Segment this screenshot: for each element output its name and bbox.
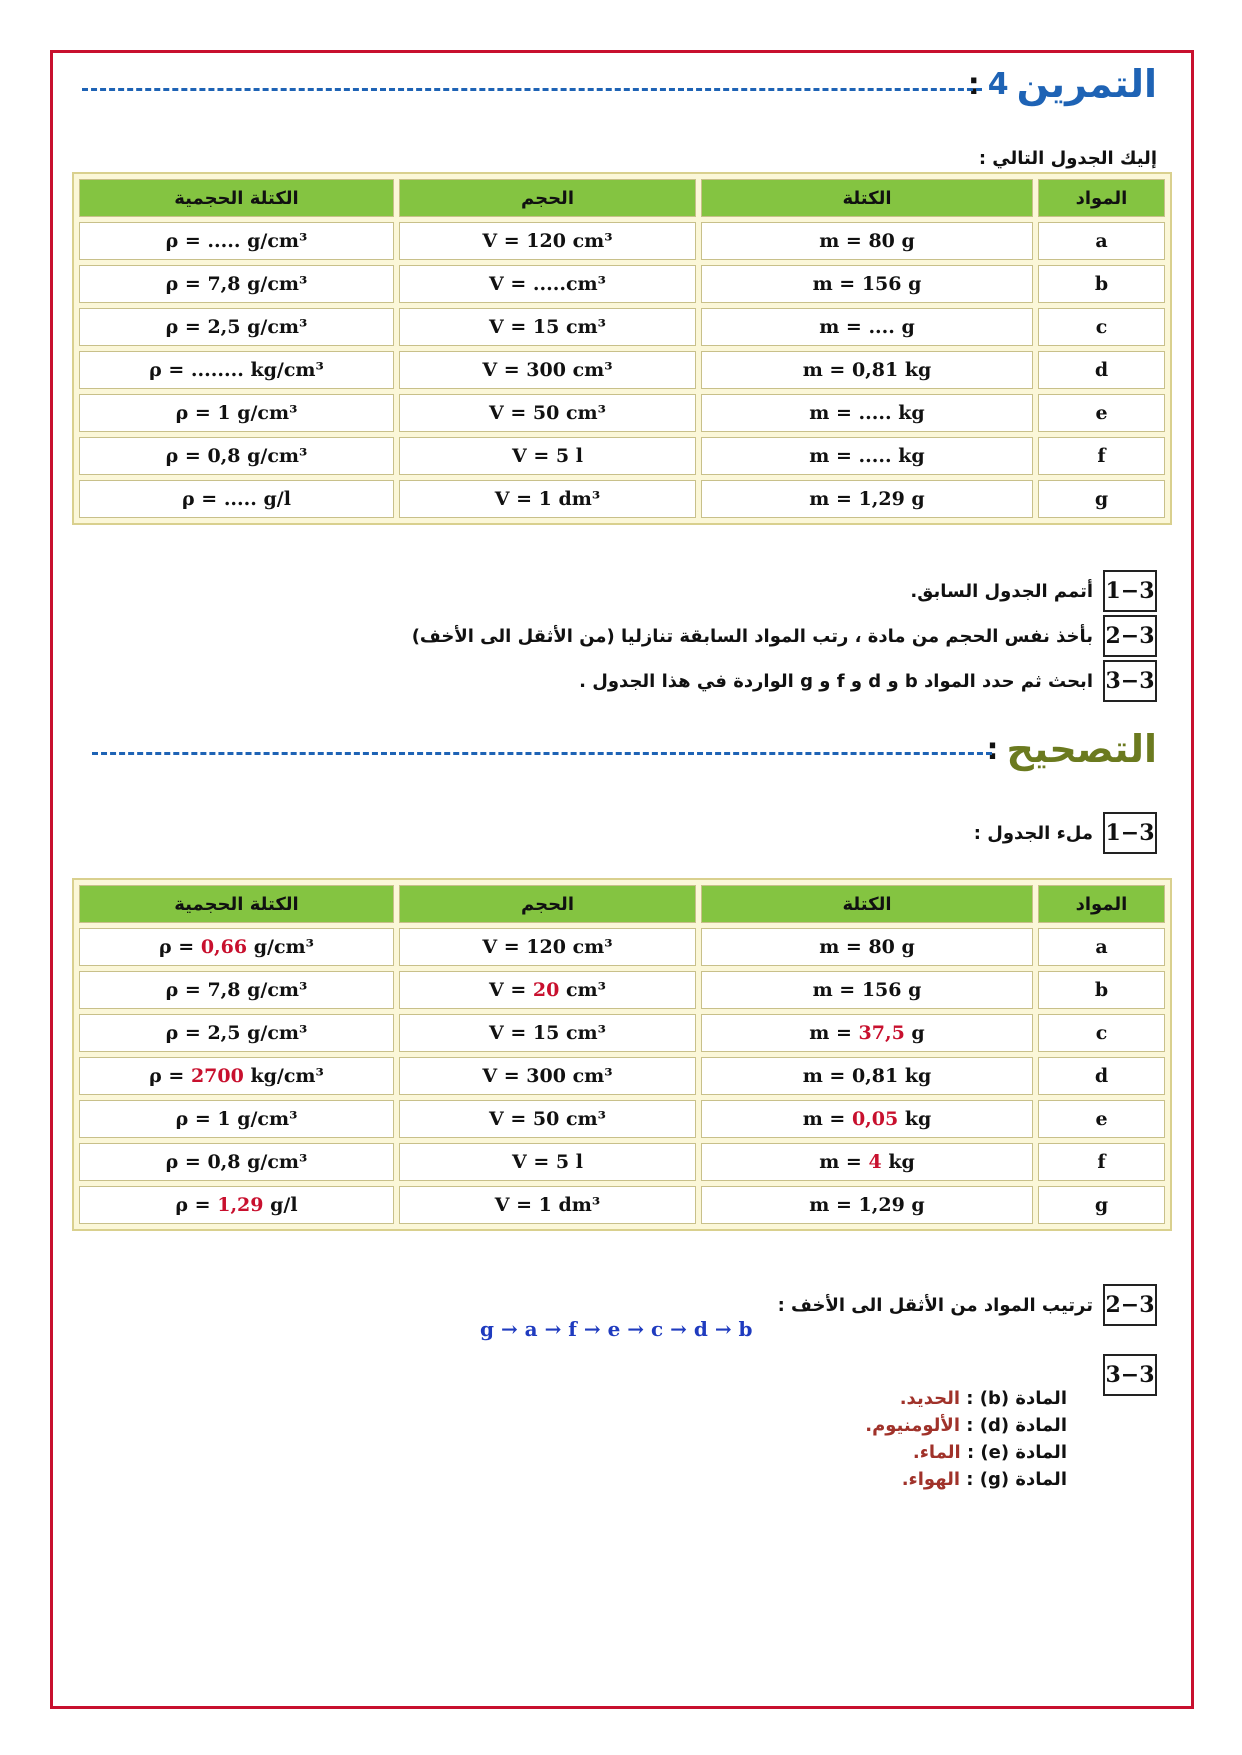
cell-volume: V = 120 cm³ — [399, 222, 696, 260]
cell-mass: m = 1,29 g — [701, 1186, 1033, 1224]
cell-volume: V = 15 cm³ — [399, 308, 696, 346]
cell-material: c — [1038, 308, 1165, 346]
cell-density: ρ = ..... g/l — [79, 480, 394, 518]
list-item — [865, 1439, 1067, 1466]
question-3 — [579, 660, 1157, 702]
cell-density: ρ = ..... g/cm³ — [79, 222, 394, 260]
mass-unit: g — [904, 1022, 925, 1044]
material-value: الألومنيوم. — [865, 1415, 961, 1436]
header-density: الكتلة الحجمية — [79, 885, 394, 923]
table-header-row — [79, 885, 1165, 923]
cell-mass: m = ..... kg — [701, 394, 1033, 432]
correction-part-2 — [778, 1284, 1157, 1326]
correction-part-3 — [1103, 1354, 1157, 1396]
material-label: المادة (g) : — [960, 1469, 1067, 1490]
material-label: المادة (d) : — [960, 1415, 1067, 1436]
cell-volume: V = 15 cm³ — [399, 1014, 696, 1052]
cell-density — [79, 1186, 394, 1224]
table-row — [79, 971, 1165, 1009]
question-number-box: 1−3 — [1103, 812, 1157, 854]
mass-prefix: m = — [819, 1151, 869, 1173]
cell-mass — [701, 1014, 1033, 1052]
cell-material: e — [1038, 1100, 1165, 1138]
question-text: أتمم الجدول السابق. — [910, 580, 1093, 602]
table-row — [79, 222, 1165, 260]
density-answer: 0,66 — [200, 936, 248, 958]
cell-material: e — [1038, 394, 1165, 432]
table-row — [79, 1057, 1165, 1095]
table-row — [79, 928, 1165, 966]
question-text: ترتيب المواد من الأثقل الى الأخف : — [777, 1294, 1093, 1316]
cell-density — [79, 1057, 394, 1095]
cell-volume: V = .....cm³ — [399, 265, 696, 303]
cell-density: ρ = 0,8 g/cm³ — [79, 437, 394, 475]
cell-mass — [701, 1100, 1033, 1138]
exercise-number: 4 — [987, 66, 1009, 102]
volume-answer: 20 — [532, 979, 560, 1001]
question-number-box: 3−3 — [1103, 660, 1157, 702]
material-value: الماء. — [912, 1442, 961, 1463]
cell-mass: m = ..... kg — [701, 437, 1033, 475]
cell-volume: V = 50 cm³ — [399, 394, 696, 432]
density-unit: g/cm³ — [247, 936, 314, 958]
list-item — [865, 1412, 1067, 1439]
question-text: بأخذ نفس الحجم من مادة ، رتب المواد السابقة تنازليا (من الأثقل الى الأخف) — [411, 625, 1093, 647]
cell-mass — [701, 1143, 1033, 1181]
correction-dash-line — [92, 752, 992, 755]
header-materials: المواد — [1038, 179, 1165, 217]
material-label: المادة (e) : — [960, 1442, 1067, 1463]
header-mass: الكتلة — [701, 179, 1033, 217]
cell-density: ρ = 1 g/cm³ — [79, 394, 394, 432]
header-density: الكتلة الحجمية — [79, 179, 394, 217]
correction-title: التصحيح — [1006, 727, 1157, 771]
correction-heading — [986, 727, 1157, 771]
cell-density: ρ = 0,8 g/cm³ — [79, 1143, 394, 1181]
volume-unit: cm³ — [559, 979, 606, 1001]
cell-volume: V = 5 l — [399, 437, 696, 475]
cell-material: d — [1038, 1057, 1165, 1095]
ordering-chain: g → a → f → e → c → d → b — [480, 1317, 753, 1341]
header-materials: المواد — [1038, 885, 1165, 923]
table-row — [79, 480, 1165, 518]
material-label: المادة (b) : — [960, 1388, 1067, 1409]
volume-prefix: V = — [489, 979, 533, 1001]
table-row — [79, 265, 1165, 303]
cell-material: b — [1038, 971, 1165, 1009]
table-row — [79, 351, 1165, 389]
density-unit: g/l — [263, 1194, 298, 1216]
header-volume: الحجم — [399, 885, 696, 923]
mass-answer: 4 — [868, 1151, 882, 1173]
question-number-box: 1−3 — [1103, 570, 1157, 612]
cell-volume: V = 300 cm³ — [399, 351, 696, 389]
cell-density: ρ = 7,8 g/cm³ — [79, 265, 394, 303]
density-answer: 1,29 — [217, 1194, 264, 1216]
density-answer: 2700 — [190, 1065, 244, 1087]
mass-unit: kg — [881, 1151, 915, 1173]
mass-prefix: m = — [802, 1108, 852, 1130]
correction-part-1 — [974, 812, 1157, 854]
cell-mass: m = 156 g — [701, 971, 1033, 1009]
cell-material: b — [1038, 265, 1165, 303]
cell-mass: m = 80 g — [701, 222, 1033, 260]
density-prefix: ρ = — [175, 1194, 218, 1216]
cell-volume: V = 50 cm³ — [399, 1100, 696, 1138]
table-row — [79, 308, 1165, 346]
cell-material: c — [1038, 1014, 1165, 1052]
cell-density: ρ = 2,5 g/cm³ — [79, 308, 394, 346]
header-mass: الكتلة — [701, 885, 1033, 923]
exercise-title: التمرين — [1016, 62, 1157, 106]
exercise-table — [72, 172, 1172, 525]
cell-material: g — [1038, 1186, 1165, 1224]
density-prefix: ρ = — [159, 936, 201, 958]
cell-mass: m = .... g — [701, 308, 1033, 346]
density-prefix: ρ = — [149, 1065, 191, 1087]
mass-prefix: m = — [809, 1022, 859, 1044]
cell-volume: V = 1 dm³ — [399, 480, 696, 518]
cell-mass: m = 1,29 g — [701, 480, 1033, 518]
question-text: ابحث ثم حدد المواد b و d و f و g الواردة في هذا الجدول . — [579, 670, 1093, 692]
mass-answer: 0,05 — [851, 1108, 899, 1130]
materials-list — [865, 1385, 1067, 1493]
material-value: الحديد. — [899, 1388, 961, 1409]
exercise-heading — [968, 62, 1157, 106]
question-number-box: 3−3 — [1103, 1354, 1157, 1396]
table-row — [79, 394, 1165, 432]
header-volume: الحجم — [399, 179, 696, 217]
cell-mass: m = 0,81 kg — [701, 351, 1033, 389]
exercise-dash-line — [82, 88, 982, 91]
cell-material: g — [1038, 480, 1165, 518]
cell-material: d — [1038, 351, 1165, 389]
table-row — [79, 1014, 1165, 1052]
cell-density: ρ = ........ kg/cm³ — [79, 351, 394, 389]
density-unit: kg/cm³ — [243, 1065, 324, 1087]
question-1 — [910, 570, 1157, 612]
cell-material: f — [1038, 1143, 1165, 1181]
cell-volume — [399, 971, 696, 1009]
cell-mass: m = 0,81 kg — [701, 1057, 1033, 1095]
table-row — [79, 1100, 1165, 1138]
cell-mass: m = 156 g — [701, 265, 1033, 303]
cell-mass: m = 80 g — [701, 928, 1033, 966]
list-item — [865, 1385, 1067, 1412]
cell-volume: V = 5 l — [399, 1143, 696, 1181]
cell-volume: V = 120 cm³ — [399, 928, 696, 966]
cell-volume: V = 1 dm³ — [399, 1186, 696, 1224]
cell-material: a — [1038, 928, 1165, 966]
cell-density: ρ = 1 g/cm³ — [79, 1100, 394, 1138]
cell-density: ρ = 7,8 g/cm³ — [79, 971, 394, 1009]
question-2 — [412, 615, 1157, 657]
table-header-row — [79, 179, 1165, 217]
mass-unit: kg — [898, 1108, 932, 1130]
question-number-box: 2−3 — [1103, 615, 1157, 657]
exercise-colon: : — [967, 66, 980, 102]
cell-density: ρ = 2,5 g/cm³ — [79, 1014, 394, 1052]
question-number-box: 2−3 — [1103, 1284, 1157, 1326]
intro-text: إليك الجدول التالي : — [978, 148, 1157, 169]
question-text: ملء الجدول : — [973, 822, 1093, 844]
cell-material: a — [1038, 222, 1165, 260]
cell-density — [79, 928, 394, 966]
cell-volume: V = 300 cm³ — [399, 1057, 696, 1095]
correction-colon: : — [986, 731, 999, 767]
list-item — [865, 1466, 1067, 1493]
correction-table — [72, 878, 1172, 1231]
cell-material: f — [1038, 437, 1165, 475]
table-row — [79, 1186, 1165, 1224]
table-row — [79, 437, 1165, 475]
mass-answer: 37,5 — [858, 1022, 905, 1044]
material-value: الهواء. — [901, 1469, 961, 1490]
table-row — [79, 1143, 1165, 1181]
